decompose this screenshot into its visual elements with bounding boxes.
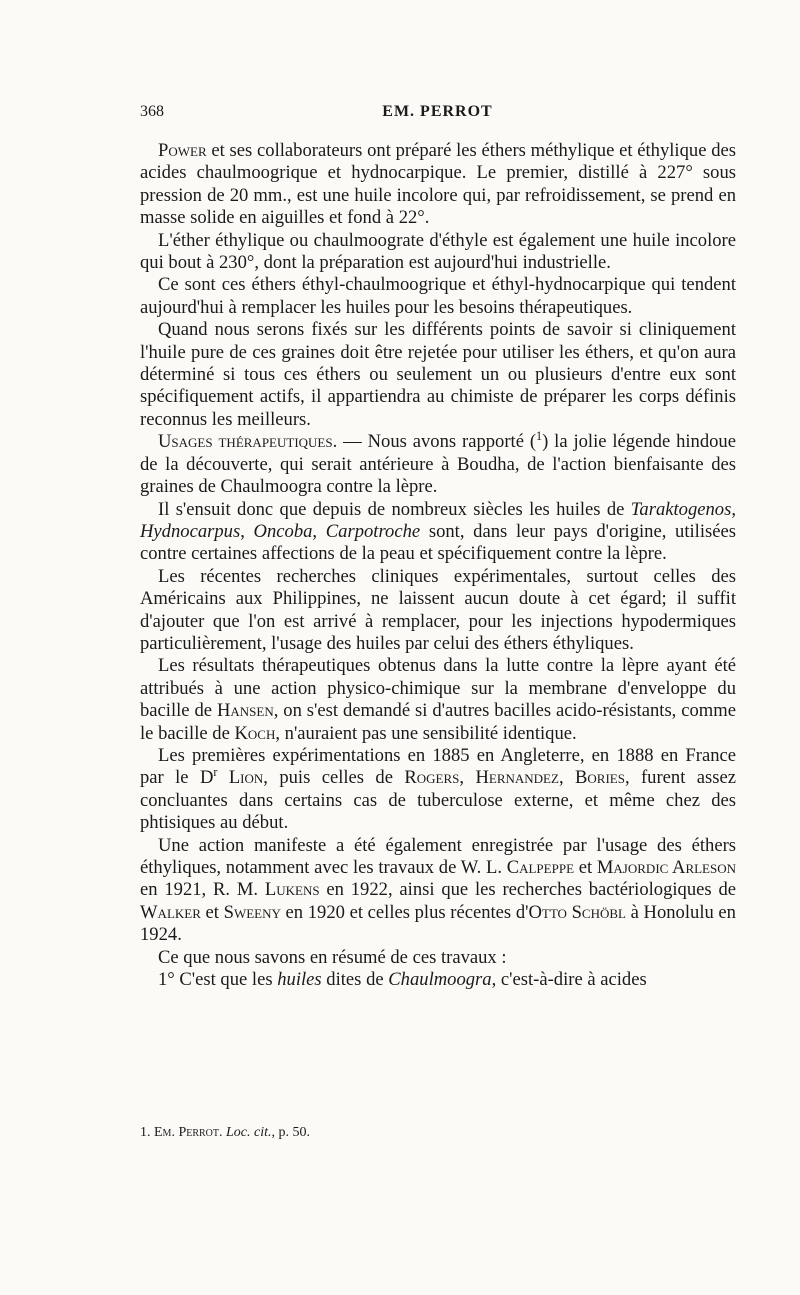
text-segment: à Honolulu en 1924. bbox=[140, 901, 736, 946]
text-segment: Sweeny bbox=[223, 901, 281, 923]
text-segment: , bbox=[459, 767, 476, 789]
text-segment: Bories bbox=[574, 767, 625, 789]
text-segment: , p. 50. bbox=[271, 1125, 311, 1140]
text-segment: , bbox=[240, 520, 254, 542]
text-segment: Koch bbox=[234, 722, 276, 744]
text-segment: Loc. cit. bbox=[226, 1125, 272, 1140]
text-segment: ) la jolie légende hindoue de la découverte, qui serait antérieure à Boudha, de l'action bienfaisante des graines de Chaulmoogra contre la lèpre. bbox=[140, 431, 736, 498]
text-segment: Usages thérapeutiques. bbox=[158, 431, 338, 453]
paragraph-p7 bbox=[140, 566, 736, 656]
text-segment: Lukens bbox=[264, 879, 320, 901]
text-segment: , n'auraient pas une sensibilité identique. bbox=[275, 722, 577, 744]
text-segment: Taraktogenos bbox=[630, 498, 732, 520]
text-segment bbox=[217, 767, 228, 788]
paragraph-p3 bbox=[140, 274, 736, 319]
text-segment: , bbox=[731, 498, 736, 520]
body-text bbox=[140, 140, 736, 991]
text-segment: . bbox=[219, 1125, 227, 1140]
text-segment: Hernandez bbox=[475, 767, 559, 789]
text-segment: Otto Schöbl bbox=[528, 901, 626, 923]
footnote bbox=[140, 1124, 736, 1142]
text-segment: Em. Perrot bbox=[154, 1125, 220, 1140]
page-number: 368 bbox=[140, 103, 164, 120]
text-segment: en 1921, R. M. bbox=[140, 879, 265, 901]
text-segment: 1. bbox=[140, 1125, 154, 1140]
text-segment: Les résultats thérapeutiques obtenus dans la lutte contre la lèpre ayant été attribués à une action physico-chimique sur la membrane d'enveloppe du bacille de bbox=[140, 655, 736, 722]
paragraph-p5 bbox=[140, 431, 736, 498]
paragraph-p6 bbox=[140, 499, 736, 566]
text-segment: sont, dans leur pays d'origine, utilisées contre certaines affections de la peau et spécifiquement contre la lèpre. bbox=[140, 520, 736, 565]
text-segment: Power bbox=[158, 140, 207, 161]
text-segment: Calpeppe bbox=[506, 857, 575, 878]
text-segment: Une action manifeste a été également enregistrée par l'usage des éthers éthyliques, notamment avec les travaux de W. L. bbox=[140, 834, 736, 878]
text-segment: , bbox=[312, 520, 326, 542]
text-segment: Les récentes recherches cliniques expérimentales, surtout celles des Américains aux Philippines, ne laissent aucun doute à cet égard; il suffit d'ajouter que l'on est arrivé à remplacer, pour les injections hypodermiques particulièrement, l'usage des huiles par celui des éthers éthyliques. bbox=[140, 565, 736, 654]
running-title: EM. PERROT bbox=[382, 103, 493, 120]
text-segment: Il s'ensuit donc que depuis de nombreux siècles les huiles de bbox=[158, 498, 631, 520]
text-segment: dites de bbox=[321, 969, 389, 991]
text-segment: , bbox=[558, 767, 575, 789]
text-segment: , puis celles de bbox=[263, 767, 405, 789]
text-segment: et ses collaborateurs ont préparé les éthers méthylique et éthylique des acides chaulmoogrique et hydnocarpique. Le premier, distillé à 227° sous pression de 20 mm., est une huile incolore qui, par refroidissement, se prend en masse solide en aiguilles et fond à 22°. bbox=[140, 140, 736, 229]
text-segment: , on s'est demandé si d'autres bacilles acido-résistants, comme le bacille de bbox=[140, 700, 736, 744]
text-segment: Lion bbox=[228, 767, 264, 789]
paragraph-p11 bbox=[140, 947, 736, 969]
text-segment: et bbox=[200, 901, 224, 923]
paragraph-p1 bbox=[140, 140, 736, 230]
text-segment: 1 bbox=[536, 429, 543, 444]
text-segment: Walker bbox=[140, 901, 201, 923]
text-segment: — Nous avons rapporté ( bbox=[337, 431, 537, 453]
text-segment: Les premières expérimentations en 1885 en Angleterre, en 1888 en France par le D bbox=[140, 744, 736, 789]
text-segment: Majordic Arleson bbox=[596, 857, 737, 878]
text-segment: , furent assez concluantes dans certains cas de tuberculose externe, et même chez des phtisiques au début. bbox=[140, 767, 737, 834]
page-header bbox=[140, 103, 735, 129]
text-segment: Ce sont ces éthers éthyl-chaulmoogrique et éthyl-hydnocarpique qui tendent aujourd'hui à remplacer les huiles pour les besoins thérapeutiques. bbox=[140, 274, 736, 318]
text-segment: huiles bbox=[277, 969, 322, 991]
text-segment: Ce que nous savons en résumé de ces travaux : bbox=[158, 946, 507, 968]
text-segment: Hansen bbox=[216, 700, 274, 722]
paragraph-p2 bbox=[140, 230, 736, 275]
text-segment: , c'est-à-dire à acides bbox=[491, 969, 647, 991]
text-segment: r bbox=[213, 765, 218, 780]
text-segment: Carpotroche bbox=[325, 520, 421, 542]
paragraph-p10 bbox=[140, 835, 736, 947]
text-segment: 1° C'est que les bbox=[158, 969, 278, 991]
text-segment: Rogers bbox=[404, 767, 460, 789]
text-segment: Oncoba bbox=[253, 520, 313, 542]
text-segment: en 1920 et celles plus récentes d' bbox=[280, 901, 529, 923]
text-segment: L'éther éthylique ou chaulmoograte d'éthyle est également une huile incolore qui bout à 230°, dont la préparation est aujourd'hui industrielle. bbox=[140, 229, 736, 274]
text-segment: Hydnocarpus bbox=[140, 520, 241, 542]
paragraph-p4 bbox=[140, 319, 736, 431]
text-segment: Quand nous serons fixés sur les différents points de savoir si cliniquement l'huile pure de ces graines doit être rejetée pour utiliser les éthers, et qu'on aura déterminé si tous ces éthers ou seulement un ou plusieurs d'entre eux sont spécifiquement actifs, il appartiendra au chimiste de préparer les corps définis reconnus les meilleurs. bbox=[140, 319, 736, 430]
text-segment: en 1922, ainsi que les recherches bactériologiques de bbox=[319, 879, 736, 901]
paragraph-p9 bbox=[140, 745, 736, 835]
paragraph-p8 bbox=[140, 655, 736, 745]
text-segment: et bbox=[574, 857, 597, 878]
text-segment: Chaulmoogra bbox=[388, 969, 492, 991]
paragraph-p12 bbox=[140, 969, 736, 991]
